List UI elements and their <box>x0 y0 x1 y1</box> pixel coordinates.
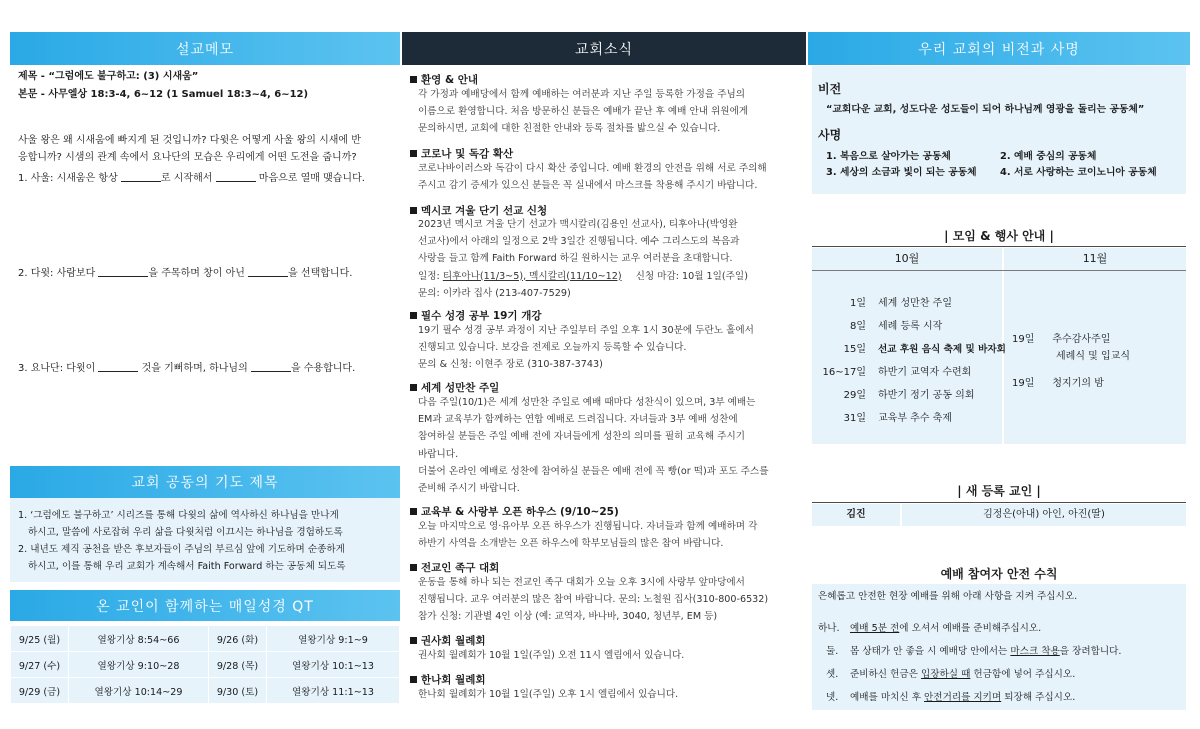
vision-header <box>808 32 1190 65</box>
news-header-label: 교회소식 <box>574 41 634 58</box>
bullet-square-icon <box>410 207 417 214</box>
news-soccer-title-text: 전교인 족구 대회 <box>421 562 500 574</box>
qt-reading: 열왕기상 9:10~28 <box>69 652 209 678</box>
news-bible-title <box>410 308 542 323</box>
event-name: 청지기의 밤 <box>1052 378 1104 389</box>
mission-label: 사명 <box>818 128 842 142</box>
vision-label: 비전 <box>818 82 842 96</box>
newcomers-title: | 새 등록 교인 | <box>957 484 1041 498</box>
qt-day: 9/26 (화) <box>209 626 267 652</box>
news-line: 참가 신청: 기관별 4인 이상 (예: 교역자, 바나바, 3040, 청년부, EM 등) <box>418 611 718 623</box>
news-soccer-body <box>418 574 768 626</box>
news-line <box>418 268 748 285</box>
safety-title: 예배 참여자 안전 수칙 <box>940 567 1058 581</box>
schedule-label: 일정: <box>418 270 443 282</box>
news-bible-title-text: 필수 성경 공부 19기 개강 <box>421 310 542 322</box>
event-name: 세계 성만찬 주일 <box>878 298 952 309</box>
mission-4: 4. 서로 사랑하는 코이노니아 공동체 <box>1000 167 1157 178</box>
events-nov-label: 11월 <box>1082 252 1108 265</box>
sermon-title: 제목 - “그럼에도 불구하고: (3) 시새움” <box>18 71 199 82</box>
event-day: 31일 <box>843 413 866 424</box>
rule-text: 몸 상태가 안 좋을 시 예배당 안에서는 <box>850 646 1011 657</box>
news-line: EM과 교육부가 함께하는 연합 예배로 드려집니다. 자녀들과 3부 예배 성찬에 <box>418 414 738 426</box>
event-name: 선교 후원 음식 축제 및 바자회 <box>878 344 1006 355</box>
news-communion-body <box>418 394 768 497</box>
bullet-square-icon <box>410 564 417 571</box>
rule-text: 준비하신 헌금은 <box>850 669 921 680</box>
rule-number: 셋. <box>826 669 839 680</box>
q3-blank-1 <box>98 361 138 372</box>
sermon-header-label: 설교메모 <box>175 41 235 58</box>
qt-reading: 열왕기상 10:1~13 <box>267 652 400 678</box>
news-line: 주시고 감기 증세가 있으신 분들은 꼭 실내에서 마스크를 착용해 주시기 바랍니다. <box>418 180 758 192</box>
mission-3: 3. 세상의 소금과 빛이 되는 공동체 <box>826 167 977 178</box>
event-row <box>818 294 952 309</box>
news-line: 오늘 마지막으로 영·유아부 오픈 하우스가 진행됩니다. 자녀들과 함께 예배하며 각 <box>418 521 758 532</box>
safety-intro: 은혜롭고 안전한 현장 예배를 위해 아래 사항을 지켜 주십시오. <box>818 591 1078 602</box>
event-name: 세례 등록 시작 <box>878 321 943 332</box>
news-line: 준비해 주시기 바랍니다. <box>418 483 520 495</box>
qt-row <box>11 678 400 704</box>
events-title: | 모임 & 행사 안내 | <box>944 229 1054 243</box>
qt-reading: 열왕기상 11:1~13 <box>267 678 400 704</box>
news-men-title-text: 권사회 월례회 <box>421 635 486 647</box>
q1-part-c: 마음으로 열매 맺습니다. <box>258 173 365 184</box>
news-line: 운동을 통해 하나 되는 전교인 족구 대회가 오늘 오후 3시에 사랑부 앞마당에서 <box>418 577 745 588</box>
qt-day: 9/30 (토) <box>209 678 267 704</box>
event-row <box>1012 330 1110 345</box>
newcomers-members: 김정은(아내) 아인, 아진(딸) <box>983 509 1105 520</box>
rule-emphasis: 마스크 착용 <box>1010 646 1060 657</box>
events-divider <box>812 246 1186 247</box>
event-name: 하반기 정기 공동 의회 <box>878 390 975 401</box>
bullet-square-icon <box>410 637 417 644</box>
sermon-intro-1: 사울 왕은 왜 시새움에 빠지게 된 것입니까? 다윗은 어떻게 사울 왕의 시새에 반 <box>18 135 361 146</box>
news-line: 코로나바이러스와 독감이 다시 확산 중입니다. 예배 환경의 안전을 위해 서로 주의해 <box>418 163 767 174</box>
news-covid-body <box>418 160 767 194</box>
news-line: 진행되고 있습니다. 보강을 전제로 오늘까지 등록할 수 있습니다. <box>418 342 687 354</box>
news-covid-title-text: 코로나 및 독감 확산 <box>421 148 514 160</box>
news-line: 이름으로 환영합니다. 처음 방문하신 분들은 예배가 끝난 후 예배 안내 위원에게 <box>418 106 749 118</box>
qt-header <box>10 590 400 621</box>
bullet-square-icon <box>410 76 417 83</box>
news-openhouse-title <box>410 504 619 519</box>
sermon-question-1 <box>18 171 365 186</box>
news-line: 사랑을 들고 함께 Faith Forward 하길 원하시는 교우 여러분을 초대합니다. <box>418 253 733 265</box>
news-openhouse-title-text: 교육부 & 사랑부 오픈 하우스 (9/10~25) <box>421 506 619 518</box>
events-month-divider <box>812 270 1186 271</box>
q2-blank-2 <box>248 266 288 277</box>
news-women-title-text: 한나회 월례회 <box>421 674 486 686</box>
q2-part-c: 을 선택합니다. <box>288 268 353 279</box>
news-line: 다음 주일(10/1)은 세계 성만찬 주일로 예배 때마다 성찬식이 있으며, 3부 예배는 <box>418 397 756 408</box>
events-nov-panel <box>1004 248 1186 444</box>
rule-number: 하나. <box>818 623 840 634</box>
event-row <box>818 363 971 378</box>
schedule-dates: 티후아나(11/3~5), 멕시칼리(11/10~12) <box>442 270 622 282</box>
rule-number: 넷. <box>826 692 839 703</box>
news-bible-body <box>418 322 754 374</box>
event-row <box>818 409 952 424</box>
news-line: 각 가정과 예배당에서 함께 예배하는 여러분과 지난 주일 등록한 가정을 주님의 <box>418 89 746 100</box>
safety-rule-2 <box>818 645 1121 659</box>
q3-part-c: 을 수용합니다. <box>290 363 356 374</box>
sermon-question-2 <box>18 266 352 281</box>
vision-header-label: 우리 교회의 비전과 사명 <box>918 41 1080 58</box>
news-mexico-title-text: 멕시코 겨울 단기 선교 신청 <box>421 205 548 217</box>
qt-table <box>10 625 400 704</box>
qt-day: 9/29 (금) <box>11 678 69 704</box>
sermon-text: 본문 - 사무엘상 18:3-4, 6~12 (1 Samuel 18:3~4, 6~12) <box>18 89 309 100</box>
news-men-body <box>418 647 684 664</box>
event-name: 하반기 교역자 수련회 <box>878 367 972 378</box>
qt-row <box>11 626 400 652</box>
safety-rule-4 <box>818 691 1075 705</box>
qt-day: 9/25 (월) <box>11 626 69 652</box>
prayer-header <box>10 466 400 498</box>
event-row <box>818 317 942 332</box>
q1-blank-1 <box>121 171 161 182</box>
news-line: 문의하시면, 교회에 대한 친절한 안내와 등록 절차를 밟으실 수 있습니다. <box>418 123 721 135</box>
news-women-title <box>410 672 486 687</box>
news-line: 바랍니다. <box>418 448 459 460</box>
news-line: 한나회 월례회가 10월 1일(주일) 오후 1시 엘림에서 있습니다. <box>418 689 679 700</box>
news-line: 더불어 온라인 예배로 성찬에 참여하실 분들은 예배 전에 꼭 빵(or 떡)과 포도 주스를 <box>418 465 769 477</box>
q3-part-a: 3. 요나단: 다윗이 <box>18 363 96 374</box>
rule-text: 을 장려합니다. <box>1059 646 1122 657</box>
event-day: 16~17일 <box>822 367 866 378</box>
mission-2: 2. 예배 중심의 공동체 <box>1000 151 1097 162</box>
sermon-question-3 <box>18 361 355 376</box>
news-women-body <box>418 686 678 703</box>
news-line: 문의 & 신청: 이현주 장로 (310-387-3743) <box>418 359 603 371</box>
rule-text: 헌금함에 넣어 주십시오. <box>970 669 1076 680</box>
news-line: 권사회 월례회가 10월 1일(주일) 오전 11시 엘림에서 있습니다. <box>418 650 685 661</box>
prayer-line-1: 1. ‘그럼에도 불구하고’ 시리즈를 통해 다윗의 삶에 역사하신 하나님을 만나게 <box>18 510 339 521</box>
news-welcome-body <box>418 86 748 138</box>
news-soccer-title <box>410 560 499 575</box>
news-mexico-body <box>418 216 748 302</box>
event-row-continued: 세례식 및 입교식 <box>1056 351 1130 362</box>
bullet-square-icon <box>410 150 417 157</box>
newcomers-family: 김진 <box>846 509 866 520</box>
qt-reading: 열왕기상 8:54~66 <box>69 626 209 652</box>
q3-blank-2 <box>251 361 291 372</box>
rule-emphasis: 예배 5분 전 <box>850 623 900 634</box>
bullet-square-icon <box>410 312 417 319</box>
event-day: 8일 <box>849 321 866 332</box>
rule-emphasis: 입장하실 때 <box>920 669 971 680</box>
q2-blank-1 <box>98 266 148 277</box>
rule-text: 퇴장해 주십시오. <box>1001 692 1076 703</box>
news-header <box>402 32 806 65</box>
qt-reading: 열왕기상 9:1~9 <box>267 626 400 652</box>
event-name: 교육부 추수 축제 <box>878 413 952 424</box>
safety-rule-1 <box>818 622 1041 636</box>
bullet-square-icon <box>410 676 417 683</box>
prayer-line-4: 하시고, 이를 통해 우리 교회가 계속해서 Faith Forward 하는 공동체 되도록 <box>28 561 346 572</box>
news-welcome-title-text: 환영 & 안내 <box>421 74 479 86</box>
sermon-header <box>10 32 400 65</box>
q2-part-b: 을 주목하며 창이 아닌 <box>148 268 245 279</box>
news-line: 문의: 이카라 집사 (213-407-7529) <box>418 287 571 299</box>
vision-text: “교회다운 교회, 성도다운 성도들이 되어 하나님께 영광을 돌리는 공동체” <box>826 104 1145 115</box>
event-day: 19일 <box>1012 378 1035 389</box>
news-line: 진행됩니다. 교우 여러분의 많은 참여 바랍니다. 문의: 노철원 집사(310-800-6532) <box>418 594 769 606</box>
rule-text: 에 오셔서 예배를 준비해주십시오. <box>899 623 1042 634</box>
mission-1: 1. 복음으로 살아가는 공동체 <box>826 151 951 162</box>
rule-number: 둘. <box>826 646 839 657</box>
bullet-square-icon <box>410 384 417 391</box>
news-communion-title <box>410 380 499 395</box>
qt-day: 9/28 (목) <box>209 652 267 678</box>
qt-row <box>11 652 400 678</box>
qt-reading: 열왕기상 10:14~29 <box>69 678 209 704</box>
q1-part-b: 로 시작해서 <box>160 173 213 184</box>
event-day: 1일 <box>849 298 866 309</box>
bullet-square-icon <box>410 508 417 515</box>
q1-blank-2 <box>216 171 256 182</box>
event-row <box>818 340 1006 355</box>
rule-text: 예배를 마치신 후 <box>850 692 925 703</box>
prayer-header-label: 교회 공동의 기도 제목 <box>131 475 279 491</box>
rule-emphasis: 안전거리를 지키며 <box>924 692 1002 703</box>
event-name: 추수감사주일 <box>1052 334 1111 345</box>
news-openhouse-body <box>418 518 757 552</box>
prayer-line-3: 2. 내년도 제직 공천을 받은 후보자들이 주님의 부르심 앞에 기도하며 순종하게 <box>18 544 345 555</box>
news-welcome-title <box>410 72 478 87</box>
news-line: 참여하실 분들은 주일 예배 전에 자녀들에게 성찬의 의미를 필히 교육해 주시기 <box>418 431 746 443</box>
sermon-intro-2: 응합니까? 시샘의 관계 속에서 요나단의 모습은 우리에게 어떤 도전을 줍니까? <box>18 152 357 163</box>
newcomers-divider <box>812 502 1186 503</box>
qt-day: 9/27 (수) <box>11 652 69 678</box>
events-oct-label: 10월 <box>894 252 920 265</box>
prayer-line-2: 하시고, 말씀에 사로잡혀 우리 삶을 다윗처럼 이끄시는 하나님을 경험하도록 <box>28 527 343 538</box>
deadline: 신청 마감: 10월 1일(주일) <box>635 270 748 282</box>
q1-part-a: 1. 사울: 시새움은 항상 <box>18 173 118 184</box>
q2-part-a: 2. 다윗: 사람보다 <box>18 268 96 279</box>
news-line: 하반기 사역을 소개받는 오픈 하우스에 학부모님들의 많은 참여 바랍니다. <box>418 538 724 550</box>
news-communion-title-text: 세계 성만찬 주일 <box>421 382 500 394</box>
event-day: 15일 <box>843 344 866 355</box>
q3-part-b: 것을 기뻐하며, 하나님의 <box>141 363 248 374</box>
news-men-title <box>410 633 486 648</box>
event-day: 19일 <box>1012 334 1035 345</box>
event-day: 29일 <box>843 390 866 401</box>
qt-header-label: 온 교인이 함께하는 매일성경 QT <box>96 598 314 615</box>
news-covid-title <box>410 146 513 161</box>
safety-rule-3 <box>818 668 1075 682</box>
news-line: 19기 필수 성경 공부 과정이 지난 주일부터 주일 오후 1시 30분에 두란노 홀에서 <box>418 325 754 336</box>
event-row <box>1012 374 1104 389</box>
event-row <box>818 386 974 401</box>
news-line: 선교사)에서 아래의 일정으로 2박 3일간 진행됩니다. 예수 그리스도의 복음과 <box>418 236 740 248</box>
news-line: 2023년 멕시코 겨울 단기 선교가 맥시칼리(김용인 선교사), 티후아나(박영완 <box>418 219 738 230</box>
